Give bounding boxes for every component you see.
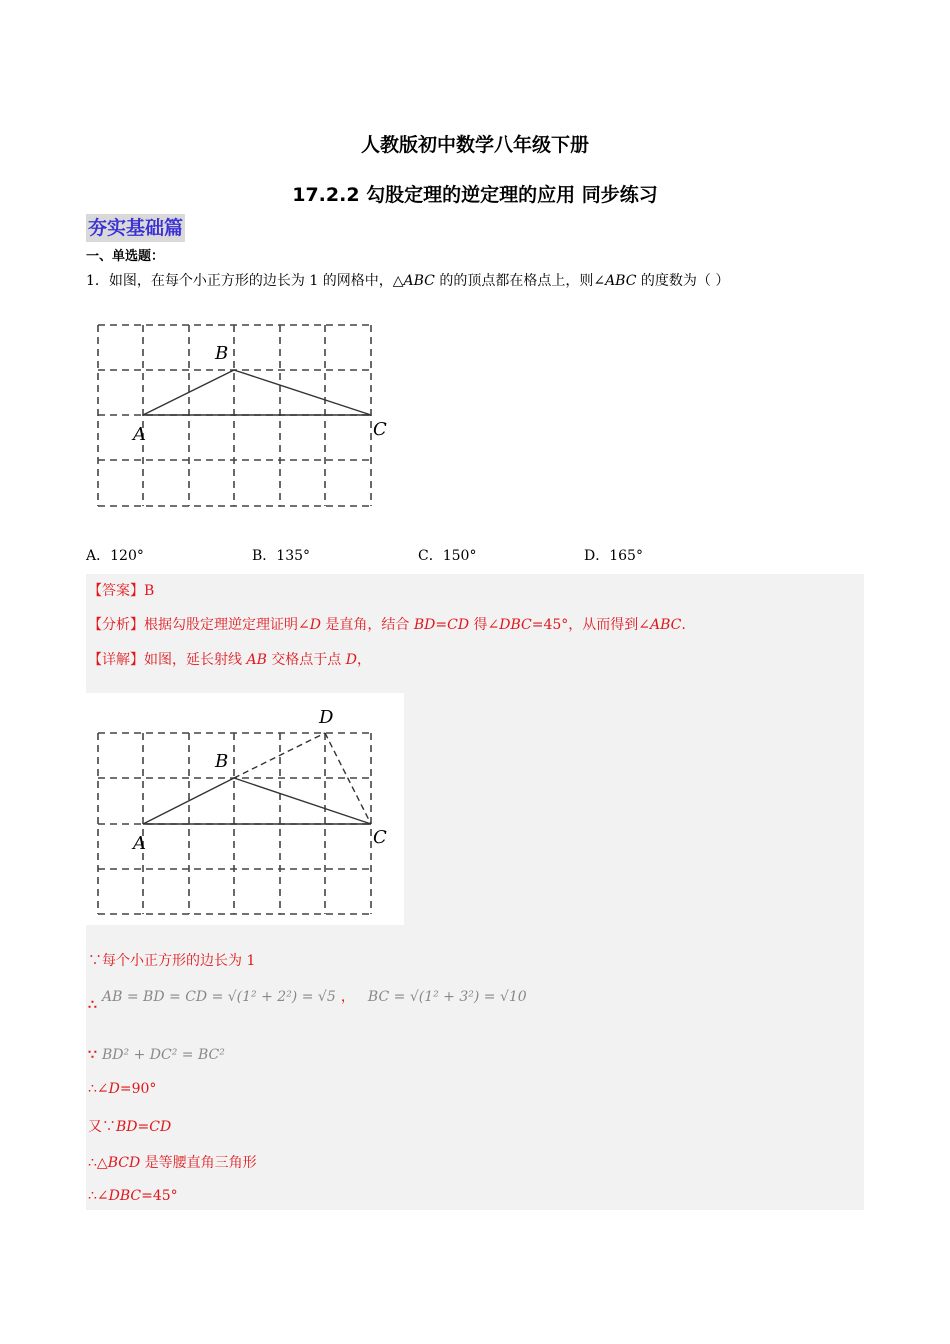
section-label: 夯实基础篇 (86, 214, 185, 242)
question-stem: 1．如图，在每个小正方形的边长为 1 的网格中，△ABC 的的顶点都在格点上，则∠ABC 的度数为（ ） (86, 273, 730, 289)
option-d[interactable]: D．165° (584, 548, 643, 564)
vertex2-label-c: C (373, 827, 387, 848)
figure-1-grid (86, 312, 406, 522)
formula-pythagoras: BD² + DC² = BC² (102, 1047, 225, 1063)
option-a[interactable]: A．120° (86, 548, 144, 564)
answer-line: 【答案】B (88, 583, 155, 599)
formula-bc: BC = √(1² + 3²) = √10 (367, 989, 527, 1005)
question-type-label: 一、单选题： (86, 249, 165, 264)
vertex-label-c: C (373, 419, 387, 440)
vertex-label-b: B (215, 343, 229, 364)
step-7: ∴∠DBC=45° (88, 1188, 178, 1204)
detail-line: 【详解】如图，延长射线 AB 交格点于点 D， (88, 652, 371, 668)
option-c[interactable]: C．150° (418, 548, 477, 564)
step-3: ∵ BD² + DC² = BC² (88, 1047, 225, 1063)
doc-subtitle: 17.2.2 勾股定理的逆定理的应用 同步练习 (292, 184, 658, 206)
vertex2-label-a: A (133, 833, 146, 854)
step-4: ∴∠D=90° (88, 1081, 157, 1097)
doc-title: 人教版初中数学八年级下册 (360, 134, 589, 156)
vertex2-label-d: D (319, 707, 334, 728)
step-5: 又∵BD=CD (88, 1119, 172, 1135)
vertex-label-a: A (133, 424, 146, 445)
step-2: ∴ AB = BD = CD = √(1² + 2²) = √5 ， BC = √(1² + 3²) = √10 (88, 989, 527, 1013)
vertex2-label-b: B (215, 751, 229, 772)
step-6: ∴△BCD 是等腰直角三角形 (88, 1155, 257, 1171)
triangle-abc-2 (143, 778, 371, 824)
figure-2-grid (86, 693, 404, 925)
question-number: 1． (86, 273, 109, 289)
triangle-abc (143, 370, 371, 415)
option-b[interactable]: B．135° (252, 548, 311, 564)
formula-ab-bd-cd: AB = BD = CD = √(1² + 2²) = √5 (102, 989, 336, 1005)
analysis-line: 【分析】根据勾股定理逆定理证明∠D 是直角，结合 BD=CD 得∠DBC=45°，从而得到∠ABC. (88, 617, 686, 633)
step-1: ∵每个小正方形的边长为 1 (88, 953, 256, 969)
